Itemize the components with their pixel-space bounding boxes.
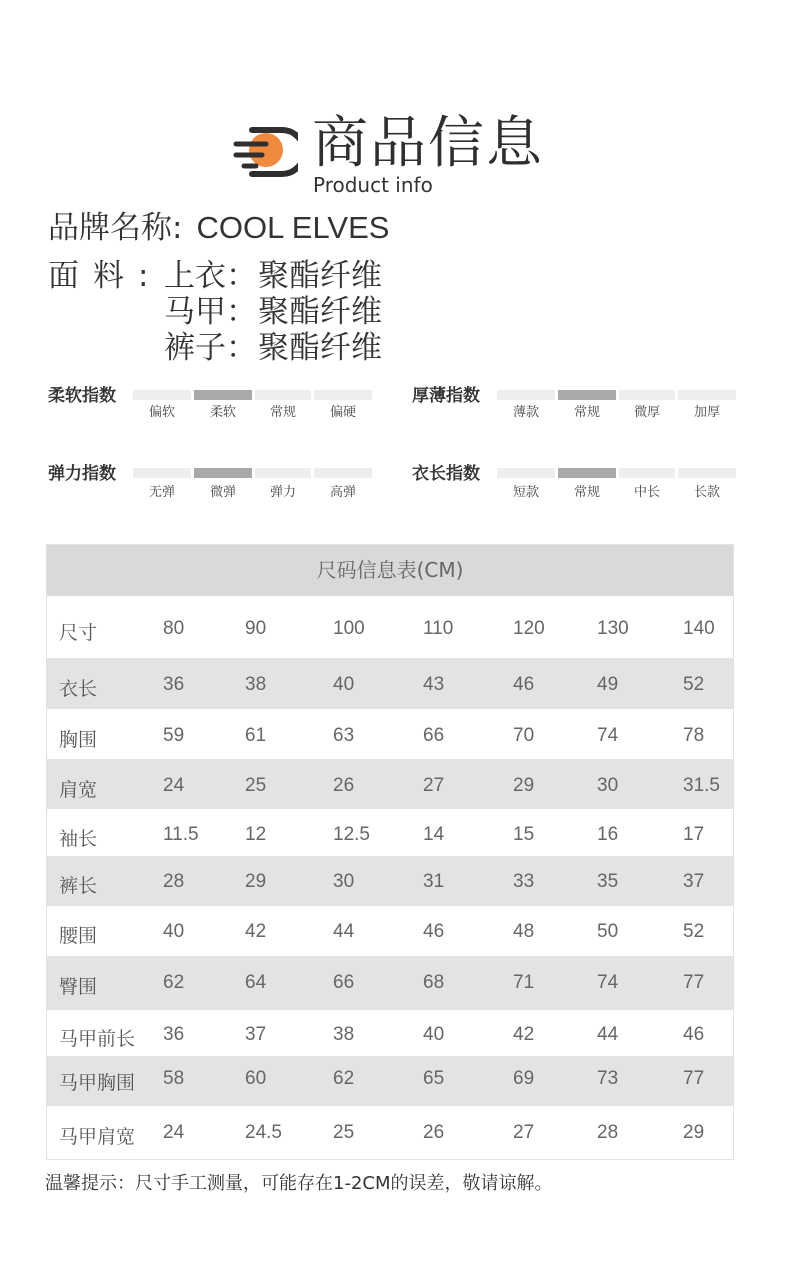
table-cell: 62 [333,1068,355,1089]
elasticity-index-label: 弹力指数 [48,464,116,484]
table-cell: 74 [597,972,619,993]
table-cell: 100 [333,618,365,639]
table-cell: 61 [245,725,267,746]
fabric-material: 聚酯纤维 [258,258,382,294]
softness-segment-2 [255,390,311,400]
fabric-part: 马甲： [164,294,257,330]
row-header: 裤长 [59,875,98,897]
elasticity-segment-1 [194,468,252,478]
row-header: 马甲前长 [59,1028,136,1050]
table-cell: 46 [513,674,535,695]
table-cell: 37 [245,1024,267,1045]
table-row [47,709,733,759]
table-cell: 24 [163,1122,185,1143]
table-row [47,658,733,709]
table-cell: 29 [513,775,535,796]
table-cell: 35 [597,871,619,892]
table-cell: 28 [597,1122,619,1143]
row-header: 肩宽 [59,779,98,801]
table-cell: 60 [245,1068,267,1089]
thickness-option: 常规 [573,405,600,420]
thickness-option: 微厚 [633,405,660,420]
table-cell: 24.5 [245,1122,282,1143]
fabric-material: 聚酯纤维 [258,294,382,330]
table-cell: 52 [683,921,705,942]
table-cell: 52 [683,674,705,695]
softness-option: 偏软 [148,405,175,420]
elasticity-segment-0 [133,468,191,478]
fabric-part: 上衣： [164,258,257,294]
table-row [47,596,733,658]
brand-row [48,210,389,246]
table-cell: 78 [683,725,705,746]
table-cell: 71 [513,972,535,993]
table-cell: 63 [333,725,355,746]
thickness-segment-3 [678,390,736,400]
table-cell: 38 [245,674,267,695]
thickness-segment-0 [497,390,555,400]
table-cell: 26 [333,775,355,796]
table-cell: 29 [245,871,267,892]
thickness-option: 加厚 [693,405,720,420]
table-cell: 37 [683,871,705,892]
table-cell: 16 [597,824,619,845]
table-cell: 12.5 [333,824,370,845]
fabric-label: 面料: [48,258,163,294]
row-header: 臀围 [59,976,98,998]
table-cell: 40 [333,674,355,695]
table-cell: 62 [163,972,185,993]
size-table-title: 尺码信息表(CM) [47,545,733,596]
softness-segment-0 [133,390,191,400]
table-cell: 73 [597,1068,619,1089]
length-option: 中长 [633,485,660,500]
size-table [46,544,734,1160]
measurement-note: 温馨提示：尺寸手工测量，可能存在1-2CM的误差，敬请谅解。 [45,1173,553,1194]
row-header: 马甲肩宽 [59,1126,136,1148]
table-cell: 14 [423,824,445,845]
table-cell: 66 [333,972,355,993]
table-cell: 42 [245,921,267,942]
elasticity-option: 弹力 [269,485,296,500]
row-header: 腰围 [59,925,98,947]
table-cell: 65 [423,1068,445,1089]
table-cell: 40 [163,921,185,942]
row-header: 马甲胸围 [59,1072,136,1094]
fabric-part: 裤子： [164,330,257,366]
fabric-row-vest [164,294,382,330]
table-cell: 74 [597,725,619,746]
table-cell: 42 [513,1024,535,1045]
length-option: 长款 [693,485,720,500]
table-row [47,1010,733,1056]
table-cell: 27 [423,775,445,796]
table-cell: 66 [423,725,445,746]
table-cell: 15 [513,824,535,845]
table-cell: 11.5 [163,824,199,845]
table-cell: 36 [163,1024,185,1045]
table-cell: 25 [245,775,267,796]
table-cell: 44 [333,921,355,942]
table-row [47,1056,733,1106]
elasticity-option: 微弹 [209,485,236,500]
brand-value: COOL ELVES [196,210,390,245]
table-cell: 77 [683,972,705,993]
table-cell: 25 [333,1122,355,1143]
length-option: 常规 [573,485,600,500]
row-header: 袖长 [59,828,98,850]
table-row [47,856,733,906]
table-cell: 140 [683,618,715,639]
row-header: 尺寸 [59,622,98,644]
table-cell: 24 [163,775,185,796]
table-cell: 36 [163,674,185,695]
fabric-row-pants [164,330,382,366]
length-segment-0 [497,468,555,478]
table-row [47,1106,733,1159]
table-cell: 110 [423,618,454,639]
table-cell: 68 [423,972,445,993]
elasticity-option: 无弹 [148,485,175,500]
softness-option: 柔软 [209,405,236,420]
table-cell: 12 [245,824,267,845]
table-cell: 50 [597,921,619,942]
table-cell: 90 [245,618,267,639]
table-cell: 38 [333,1024,355,1045]
length-segment-3 [678,468,736,478]
length-segment-1 [558,468,616,478]
table-row [47,809,733,856]
table-cell: 31.5 [683,775,720,796]
table-cell: 58 [163,1068,185,1089]
table-cell: 33 [513,871,535,892]
softness-segment-1 [194,390,252,400]
table-row [47,956,733,1010]
product-info-icon [228,122,298,184]
table-cell: 48 [513,921,535,942]
table-cell: 30 [333,871,355,892]
table-cell: 120 [513,618,545,639]
softness-index-label: 柔软指数 [48,386,116,406]
table-cell: 40 [423,1024,445,1045]
elasticity-segment-2 [255,468,311,478]
table-cell: 30 [597,775,619,796]
elasticity-segment-3 [314,468,372,478]
thickness-index-label: 厚薄指数 [412,386,480,406]
table-row [47,906,733,956]
length-index-label: 衣长指数 [412,464,480,484]
thickness-segment-1 [558,390,616,400]
fabric-row-top [164,258,382,294]
page-subtitle: Product info [313,173,433,197]
table-cell: 69 [513,1068,535,1089]
table-cell: 77 [683,1068,705,1089]
softness-option: 常规 [269,405,296,420]
softness-option: 偏硬 [329,405,356,420]
table-cell: 31 [423,871,445,892]
table-cell: 46 [683,1024,705,1045]
row-header: 衣长 [59,678,98,700]
table-cell: 28 [163,871,185,892]
table-cell: 17 [683,824,705,845]
thickness-option: 薄款 [512,405,539,420]
table-row [47,759,733,809]
table-cell: 44 [597,1024,619,1045]
brand-label: 品牌名称: [48,210,183,246]
table-cell: 130 [597,618,629,639]
table-cell: 43 [423,674,445,695]
table-cell: 59 [163,725,185,746]
length-option: 短款 [512,485,539,500]
table-cell: 26 [423,1122,445,1143]
table-cell: 64 [245,972,267,993]
table-cell: 27 [513,1122,535,1143]
table-cell: 80 [163,618,185,639]
fabric-material: 聚酯纤维 [258,330,382,366]
page-title: 商品信息 [312,111,544,176]
thickness-segment-2 [619,390,675,400]
softness-segment-3 [314,390,372,400]
elasticity-option: 高弹 [329,485,356,500]
table-cell: 70 [513,725,535,746]
table-cell: 46 [423,921,445,942]
row-header: 胸围 [59,729,98,751]
table-cell: 49 [597,674,619,695]
table-cell: 29 [683,1122,705,1143]
length-segment-2 [619,468,675,478]
